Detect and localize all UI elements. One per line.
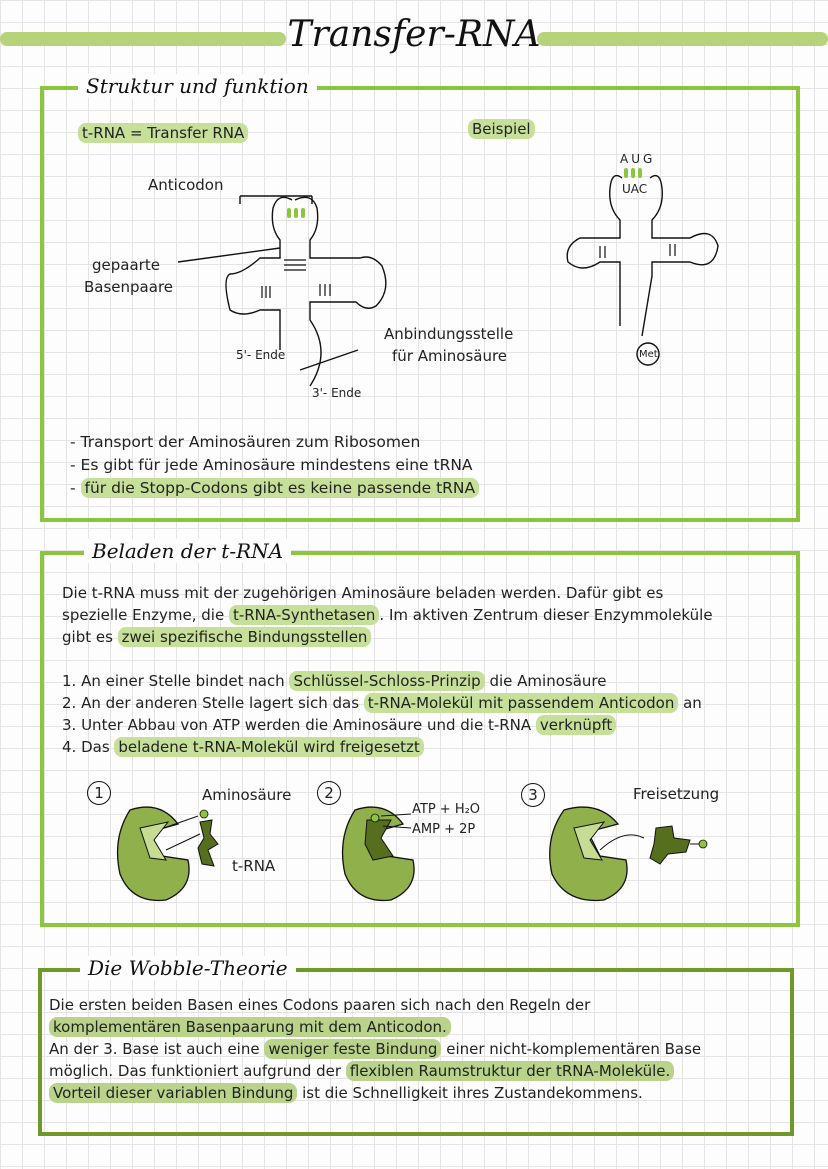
wobble-line-5: Vorteil dieser variablen Bindung ist die Schnelligkeit ihres Zustandekommens. [49, 1082, 701, 1104]
figure-number-2: 2 [317, 781, 341, 805]
paired-bases-label-2: Basenpaare [84, 278, 174, 296]
example-label: Beispiel [468, 120, 535, 138]
loading-line-3: gibt es zwei spezifische Bindungsstellen [62, 626, 713, 648]
section-wobble-heading: Die Wobble-Theorie [80, 956, 296, 980]
wobble-line-1: Die ersten beiden Basen eines Codons paaren sich nach den Regeln der [49, 996, 591, 1014]
trna-cloverleaf-diagram [160, 190, 400, 390]
step-1: 1. An einer Stelle bindet nach Schlüssel-Schloss-Prinzip die Aminosäure [62, 672, 607, 690]
section-loading-heading: Beladen der t-RNA [84, 539, 291, 563]
step-2: 2. An der anderen Stelle lagert sich das t-RNA-Molekül mit passendem Anticodon an [62, 694, 702, 712]
fig-trna-label: t-RNA [232, 857, 276, 875]
wobble-paragraph [49, 994, 701, 1104]
section-structure-heading: Struktur und funktion [78, 74, 317, 98]
structure-bullet-list [70, 431, 479, 500]
enzyme-figure-2 [335, 800, 455, 910]
wobble-line-3: An der 3. Base ist auch eine weniger feste Bindung einer nicht-komplementären Base [49, 1040, 702, 1058]
figure-number-1: 1 [87, 781, 111, 805]
bullet-1: - Transport der Aminosäuren zum Ribosomen [70, 433, 421, 451]
binding-site-label-2: für Aminosäure [392, 347, 508, 365]
page-title: Transfer-RNA [287, 14, 541, 55]
fig-amp-label: AMP + 2P [412, 822, 476, 837]
anticodon-label: Anticodon [148, 176, 224, 194]
five-prime-end-label: 5'- Ende [236, 348, 286, 362]
definition-label: t-RNA = Transfer RNA [78, 124, 248, 142]
example-anticodon-label: UAC [622, 182, 648, 196]
enzyme-figure-3 [540, 800, 720, 910]
three-prime-end-label: 3'- Ende [312, 386, 362, 400]
fig-atp-label: ATP + H₂O [412, 802, 481, 817]
bullet-3: - für die Stopp-Codons gibt es keine passende tRNA [70, 477, 479, 500]
binding-site-label-1: Anbindungsstelle [384, 325, 514, 343]
loading-steps [62, 670, 702, 758]
example-amino-acid-label: Met [639, 349, 658, 360]
fig-freisetzung-label: Freisetzung [633, 785, 720, 803]
figure-number-3: 3 [521, 783, 545, 807]
fig-aminosaeure-label: Aminosäure [202, 786, 292, 804]
wobble-line-4: möglich. Das funktioniert aufgrund der flexiblen Raumstruktur der tRNA-Moleküle. [49, 1060, 701, 1082]
step-4: 4. Das beladene t-RNA-Molekül wird freigesetzt [62, 736, 702, 758]
loading-line-1: Die t-RNA muss mit der zugehörigen Aminosäure beladen werden. Dafür gibt es [62, 584, 664, 602]
example-codon-label: AUG [620, 152, 656, 166]
trna-example-diagram [560, 166, 730, 366]
bullet-2: - Es gibt für jede Aminosäure mindestens eine tRNA [70, 456, 473, 474]
wobble-line-2: komplementären Basenpaarung mit dem Anticodon. [49, 1016, 701, 1038]
loading-paragraph [62, 582, 713, 648]
loading-line-2: spezielle Enzyme, die t-RNA-Synthetasen . Im aktiven Zentrum dieser Enzymmoleküle [62, 606, 713, 624]
step-3: 3. Unter Abbau von ATP werden die Aminosäure und die t-RNA verknüpft [62, 714, 702, 736]
paired-bases-label-1: gepaarte [92, 256, 160, 274]
enzyme-figure-1 [110, 800, 250, 910]
